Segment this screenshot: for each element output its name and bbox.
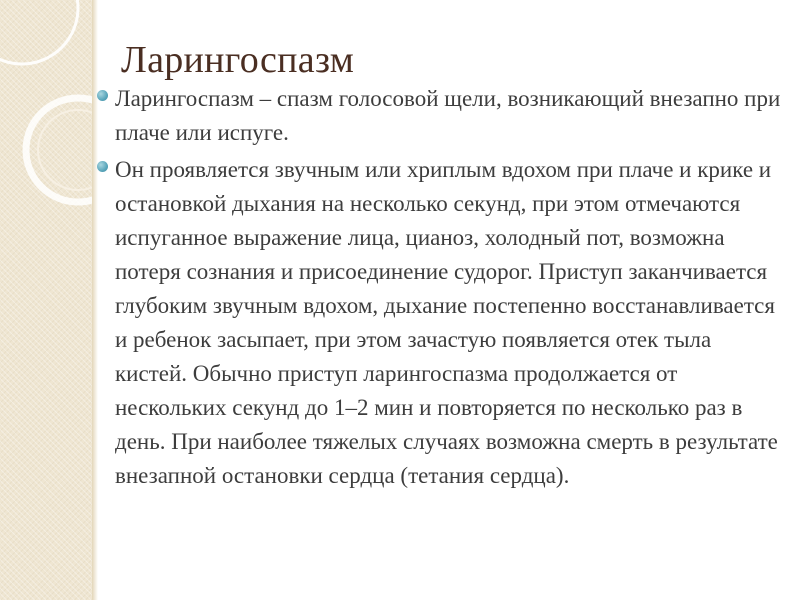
decorative-side-panel [0, 0, 92, 600]
bullet-list [92, 82, 782, 496]
bullet-text: Он проявляется звучным или хриплым вдохом при плаче и крике и остановкой дыхания на несколько секунд, при этом отмечаются испуганное выражение лица, цианоз, холодный пот, возможна потеря сознания и присоединение судорог. Приступ заканчивается глубоким звучным вдохом, дыхание постепенно восстанавливается и ребенок засыпает, при этом зачастую появляется отек тыла кистей. Обычно приступ ларингоспазма продолжается от нескольких секунд до 1–2 мин и повторяется по несколько раз в день. При наиболее тяжелых случаях возможна смерть в результате внезапной остановки сердца (тетания сердца). [115, 157, 778, 488]
decorative-circles [0, 0, 92, 600]
bullet-text: Ларингоспазм – спазм голосовой щели, возникающий внезапно при плаче или испуге. [115, 86, 781, 145]
bullet-dot-icon [97, 90, 108, 101]
bullet-dot-icon [97, 161, 108, 172]
bullet-item-symptoms [92, 153, 782, 493]
slide-title: Ларингоспазм [121, 39, 355, 81]
bullet-item-definition [92, 82, 782, 150]
